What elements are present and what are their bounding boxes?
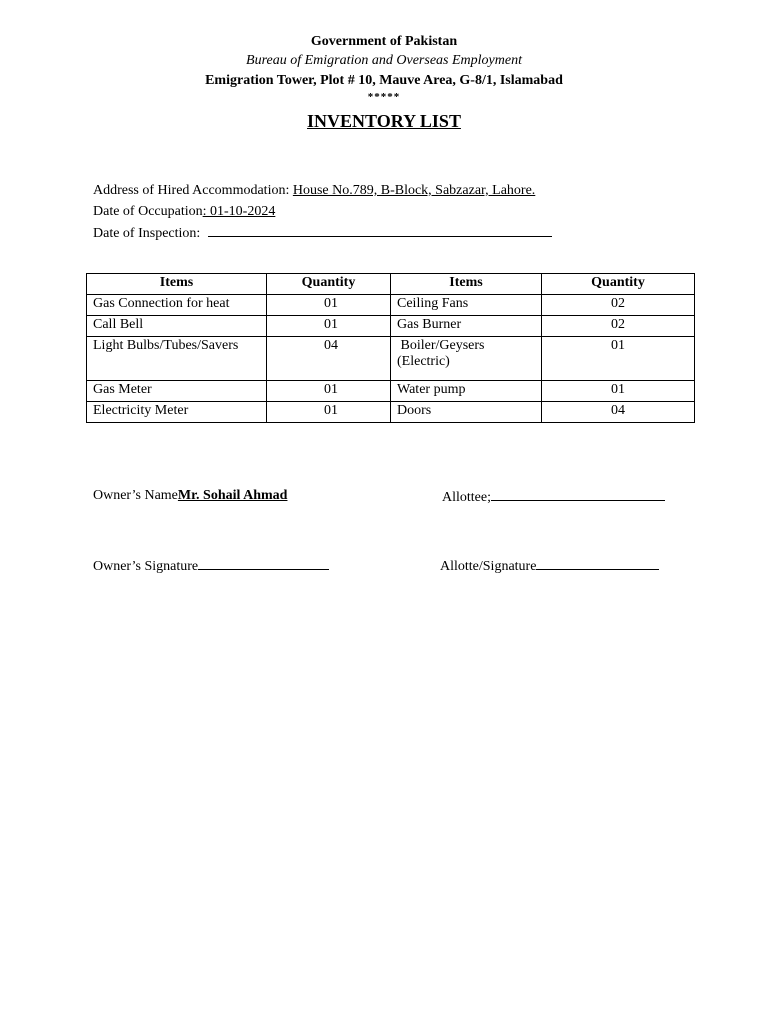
office-address: Emigration Tower, Plot # 10, Mauve Area, G-8/1, Islamabad [205,73,563,88]
table-row [87,402,695,423]
inventory-table [86,273,695,423]
inspection-field [93,223,552,242]
org-name: Government of Pakistan [310,34,458,49]
item-cell: Doors [391,402,542,423]
quantity-cell: 01 [542,337,695,381]
quantity-cell: 04 [267,337,391,381]
owner-signature-label: Owner’s Signature [93,559,199,574]
item-cell: Call Bell [87,316,267,337]
owner-name-field [93,488,287,504]
table-row [87,316,695,337]
table-row [87,295,695,316]
quantity-cell: 01 [267,402,391,423]
owner-name-label: Owner’s Name [93,488,178,503]
inspection-label: Date of Inspection: [93,226,204,241]
item-cell: Ceiling Fans [391,295,542,316]
allottee-blank-line [491,488,665,501]
item-cell: Gas Meter [87,381,267,402]
item-cell: Water pump [391,381,542,402]
allotte-signature-field [440,557,659,575]
owner-signature-field [93,557,329,575]
item-cell: Light Bulbs/Tubes/Savers [87,337,267,381]
table-row [87,381,695,402]
quantity-cell: 01 [542,381,695,402]
occupation-label: Date of Occupation [93,204,203,219]
quantity-cell: 01 [267,381,391,402]
bureau-name: Bureau of Emigration and Overseas Employment [246,53,522,68]
item-cell: Gas Burner [391,316,542,337]
quantity-cell: 04 [542,402,695,423]
accommodation-field [93,183,535,199]
accommodation-value: House No.789, B-Block, Sabzazar, Lahore. [292,183,536,198]
column-header: Quantity [267,274,391,295]
inspection-blank [208,223,552,237]
allottee-field [442,488,665,506]
column-header: Items [391,274,542,295]
quantity-cell: 01 [267,295,391,316]
allotte-signature-label: Allotte/Signature [440,559,537,574]
item-cell: Gas Connection for heat [87,295,267,316]
column-header: Quantity [542,274,695,295]
owner-signature-line [198,557,329,570]
accommodation-label: Address of Hired Accommodation: [93,183,293,198]
occupation-field [93,204,275,220]
page-title: INVENTORY LIST [307,111,461,131]
item-cell: Boiler/Geysers (Electric) [391,337,542,381]
quantity-cell: 02 [542,316,695,337]
table-header-row [87,274,695,295]
separator-stars: ***** [367,91,401,103]
owner-name-value: Mr. Sohail Ahmad [177,488,288,503]
allottee-label: Allottee; [442,490,491,505]
quantity-cell: 01 [267,316,391,337]
table-row [87,337,695,381]
allotte-signature-line [536,557,659,570]
column-header: Items [87,274,267,295]
item-cell: Electricity Meter [87,402,267,423]
quantity-cell: 02 [542,295,695,316]
occupation-value: : 01-10-2024 [202,204,276,219]
